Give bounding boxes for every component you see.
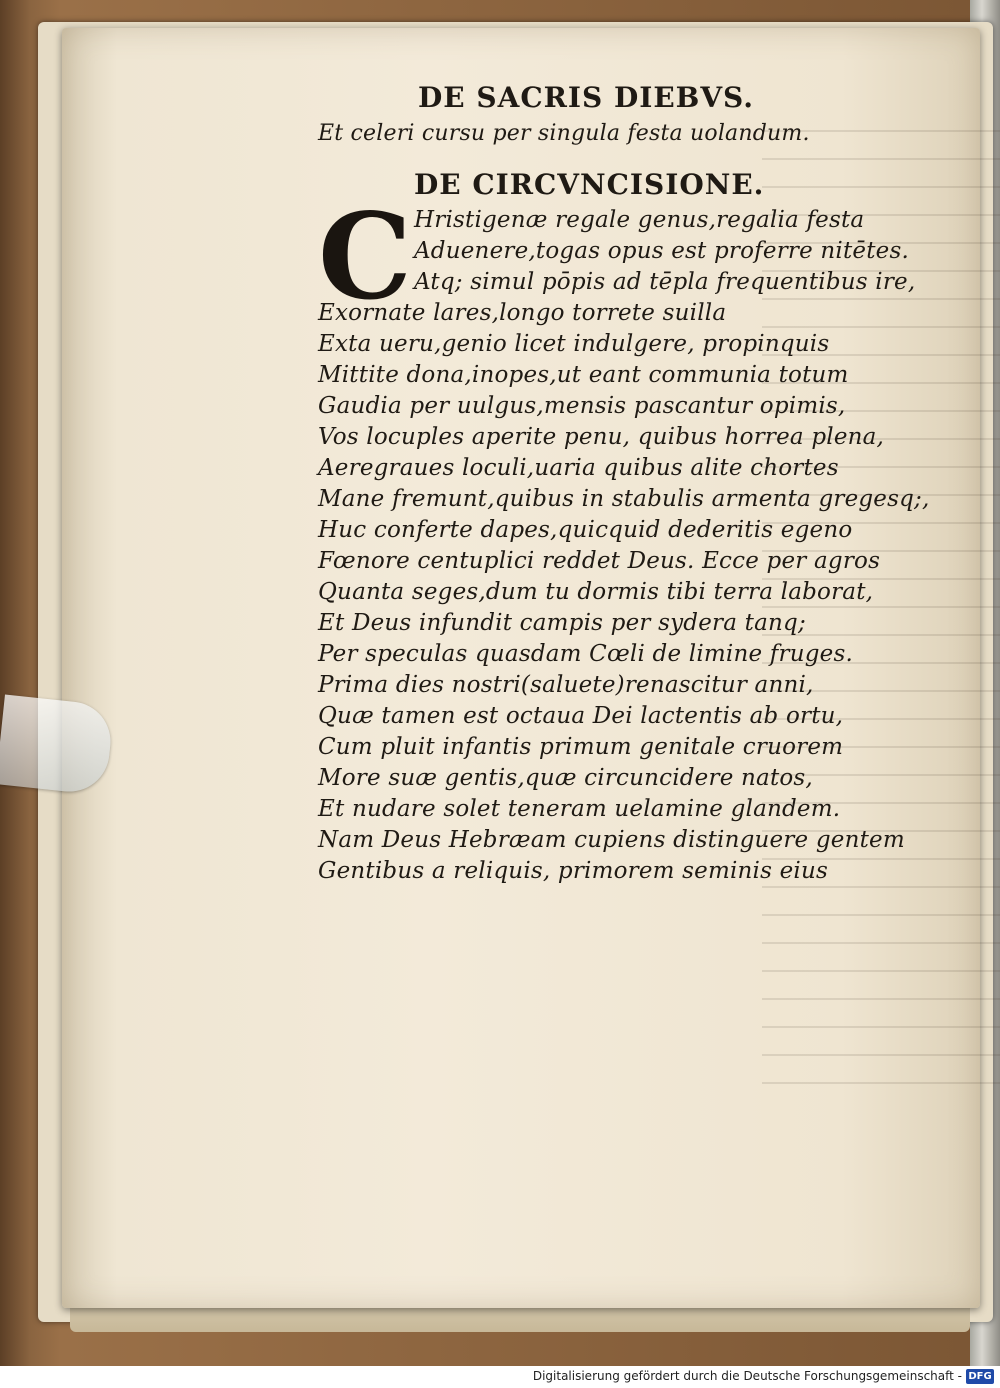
text-line: Exornate lares,longo torrete suilla [318, 300, 727, 326]
funding-notice: Digitalisierung gefördert durch die Deutsche Forschungsgemeinschaft - [532, 1369, 962, 1383]
verse-lines [318, 298, 930, 887]
text-line: Vos locuples aperite penu, quibus horrea plena, [318, 424, 885, 450]
text-line: Hristigenæ regale genus,regalia festa [414, 207, 865, 233]
text-line: More suæ gentis,quæ circuncidere natos, [318, 765, 813, 791]
text-line: Fœnore centuplici reddet Deus. Ecce per agros [318, 548, 881, 574]
section-heading: DE CIRCVNCISIONE. [414, 168, 765, 201]
text-line: Mane fremunt,quibus in stabulis armenta gregesq;, [318, 486, 930, 512]
text-line: Quæ tamen est octaua Dei lactentis ab ortu, [318, 703, 844, 729]
text-line: Atq; simul pōpis ad tēpla frequentibus ire, [414, 269, 916, 295]
text-line: Huc conferte dapes,quicquid dederitis egeno [318, 517, 853, 543]
text-line: Nam Deus Hebræam cupiens distinguere gentem [318, 827, 905, 853]
running-heading: DE SACRIS DIEBVS. [418, 81, 755, 114]
text-line: Prima dies nostri(saluete)renascitur anni, [318, 672, 814, 698]
text-line: Et nudare solet teneram uelamine glandem. [318, 796, 841, 822]
text-line: Aduenere,togas opus est proferre nitētes. [414, 238, 909, 264]
drop-capital: C [318, 187, 412, 326]
page-text [318, 78, 930, 887]
text-line: Mittite dona,inopes,ut eant communia totum [318, 362, 849, 388]
text-line: Et celeri cursu per singula festa uolandum. [318, 121, 810, 146]
text-line: Gentibus a reliquis, primorem seminis eius [318, 858, 829, 884]
text-line: Cum pluit infantis primum genitale cruorem [318, 734, 844, 760]
text-line: Gaudia per uulgus,mensis pascantur opimis, [318, 393, 846, 419]
footer-bar [0, 1366, 1000, 1388]
text-line: Et Deus infundit campis per sydera tanq; [318, 610, 806, 636]
dfg-logo: DFG [966, 1369, 994, 1384]
text-line: Aeregraues loculi,uaria quibus alite chortes [318, 455, 839, 481]
text-line: Per speculas quasdam Cœli de limine fruges. [318, 641, 853, 667]
text-line: Exta ueru,genio licet indulgere, propinquis [318, 331, 830, 357]
text-line: Quanta seges,dum tu dormis tibi terra laborat, [318, 579, 874, 605]
